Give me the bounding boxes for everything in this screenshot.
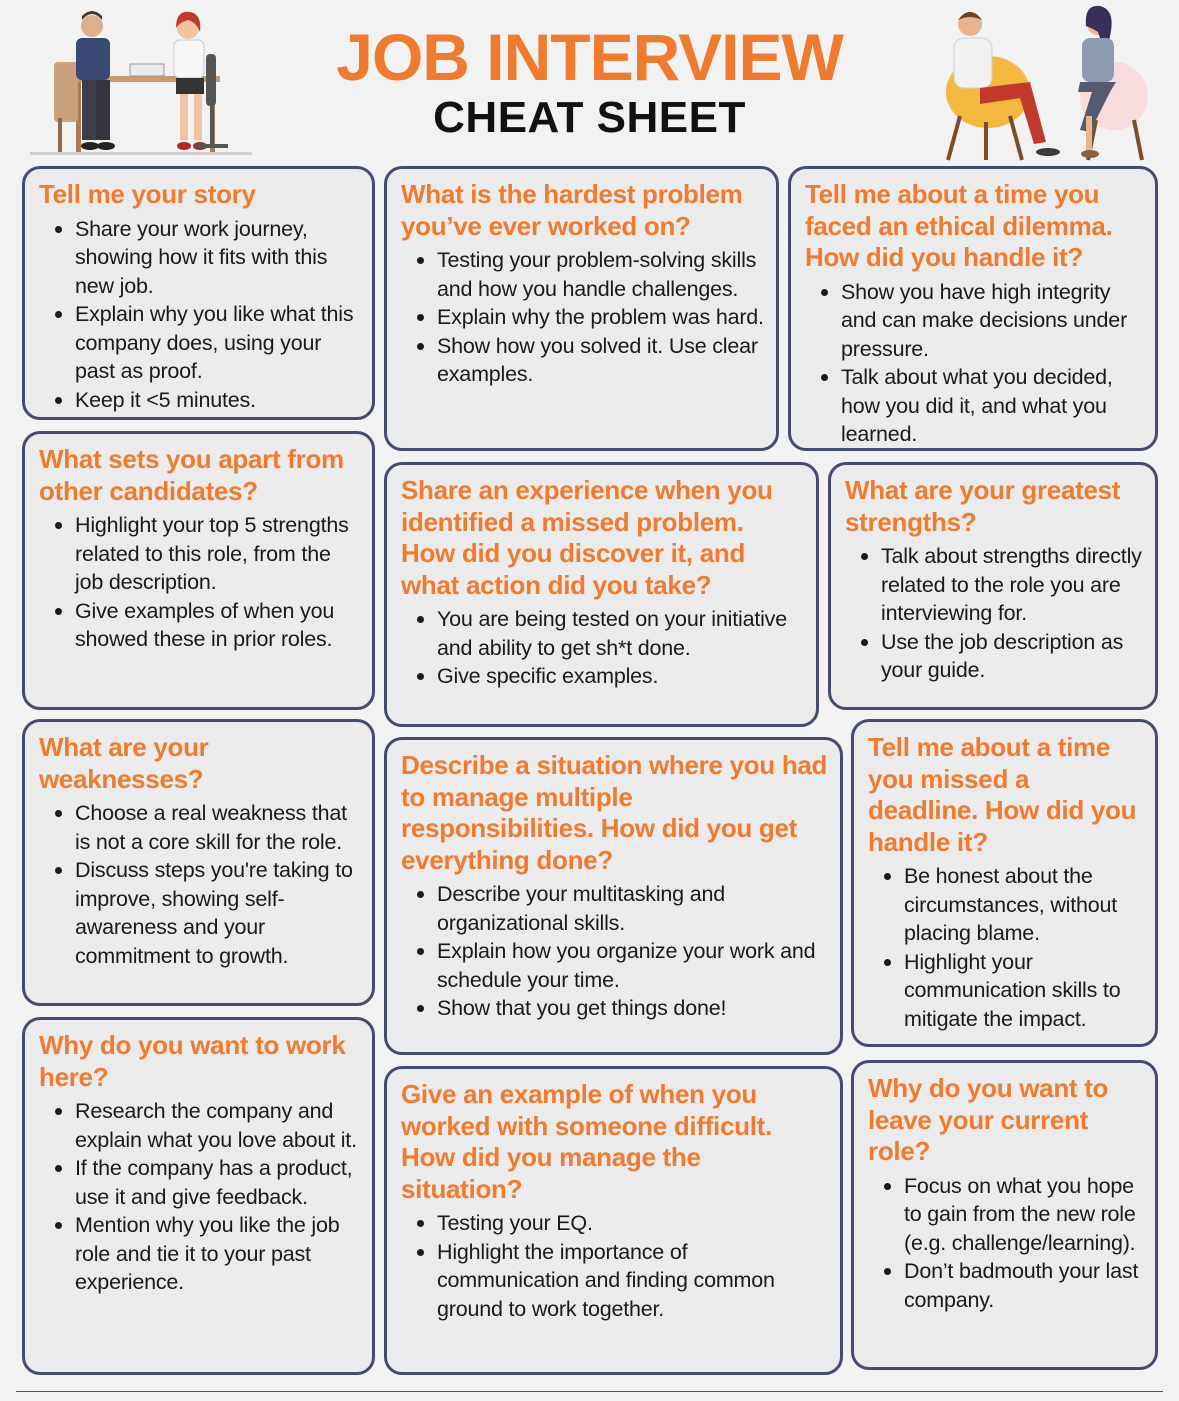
card-point: • Highlight the importance of communication and finding common ground to work together. bbox=[437, 1238, 828, 1324]
card-point: • Give specific examples. bbox=[437, 662, 804, 691]
card-question: What is the hardest problem you’ve ever worked on? bbox=[401, 179, 743, 241]
card-points bbox=[868, 1172, 1143, 1315]
card-point: • Highlight your communication skills to mitigate the impact. bbox=[904, 948, 1143, 1034]
bottom-divider bbox=[16, 1391, 1163, 1392]
card-point: • Explain why the problem was hard. bbox=[437, 303, 764, 332]
card-point: • Use the job description as your guide. bbox=[881, 628, 1143, 685]
card-leave-current-role bbox=[851, 1060, 1158, 1370]
card-question: Share an experience when you identified a missed problem. How did you discover it, and what action did you take? bbox=[401, 475, 773, 600]
card-ethical-dilemma bbox=[788, 166, 1158, 451]
card-point: • Describe your multitasking and organizational skills. bbox=[437, 880, 828, 937]
card-question: What are your greatest strengths? bbox=[845, 475, 1121, 537]
card-points bbox=[39, 511, 360, 654]
card-question: Give an example of when you worked with someone difficult. How did you manage the situation? bbox=[401, 1079, 772, 1204]
card-point: • Choose a real weakness that is not a core skill for the role. bbox=[75, 799, 360, 856]
card-point: • Talk about what you decided, how you did it, and what you learned. bbox=[841, 363, 1143, 449]
card-point: • Show how you solved it. Use clear examples. bbox=[437, 332, 764, 389]
card-points bbox=[401, 1209, 828, 1323]
card-points bbox=[39, 215, 360, 415]
card-point: • Don’t badmouth your last company. bbox=[904, 1257, 1143, 1314]
card-question: Tell me about a time you missed a deadline. How did you handle it? bbox=[868, 732, 1137, 857]
card-points bbox=[39, 1097, 360, 1297]
card-point: • If the company has a product, use it and give feedback. bbox=[75, 1154, 360, 1211]
card-why-work-here bbox=[22, 1017, 375, 1375]
card-points bbox=[401, 880, 828, 1023]
card-points bbox=[401, 246, 764, 389]
card-sets-you-apart bbox=[22, 431, 375, 710]
card-question: Tell me your story bbox=[39, 179, 256, 209]
card-points bbox=[868, 862, 1143, 1033]
card-points bbox=[401, 605, 804, 691]
card-question: Tell me about a time you faced an ethical dilemma. How did you handle it? bbox=[805, 179, 1113, 272]
card-question: What are your weaknesses? bbox=[39, 732, 209, 794]
card-hardest-problem bbox=[384, 166, 779, 451]
card-point: • Be honest about the circumstances, without placing blame. bbox=[904, 862, 1143, 948]
card-point: • Focus on what you hope to gain from the new role (e.g. challenge/learning). bbox=[904, 1172, 1143, 1258]
card-point: • Highlight your top 5 strengths related to this role, from the job description. bbox=[75, 511, 360, 597]
card-question: Describe a situation where you had to manage multiple responsibilities. How did you get everything done? bbox=[401, 750, 828, 875]
card-point: • Mention why you like the job role and tie it to your past experience. bbox=[75, 1211, 360, 1297]
card-points bbox=[39, 799, 360, 970]
card-question: Why do you want to leave your current role? bbox=[868, 1073, 1109, 1166]
card-someone-difficult bbox=[384, 1066, 843, 1375]
card-point: • Share your work journey, showing how it fits with this new job. bbox=[75, 215, 360, 301]
card-point: • You are being tested on your initiative and ability to get sh*t done. bbox=[437, 605, 804, 662]
card-question: What sets you apart from other candidates? bbox=[39, 444, 344, 506]
card-points bbox=[845, 542, 1143, 685]
card-multiple-responsibilities bbox=[384, 737, 843, 1055]
card-point: • Show you have high integrity and can make decisions under pressure. bbox=[841, 278, 1143, 364]
card-point: • Keep it <5 minutes. bbox=[75, 386, 360, 415]
card-point: • Explain how you organize your work and schedule your time. bbox=[437, 937, 828, 994]
card-point: • Show that you get things done! bbox=[437, 994, 828, 1023]
card-point: • Talk about strengths directly related to the role you are interviewing for. bbox=[881, 542, 1143, 628]
card-greatest-strengths bbox=[828, 462, 1158, 710]
card-point: • Discuss steps you're taking to improve, showing self-awareness and your commitment to growth. bbox=[75, 856, 360, 970]
card-points bbox=[805, 278, 1143, 449]
card-point: • Research the company and explain what you love about it. bbox=[75, 1097, 360, 1154]
page-subtitle: CHEAT SHEET bbox=[433, 93, 746, 142]
conversation-illustration bbox=[930, 4, 1160, 164]
card-point: • Testing your problem-solving skills and how you handle challenges. bbox=[437, 246, 764, 303]
card-missed-deadline bbox=[851, 719, 1158, 1047]
card-missed-problem bbox=[384, 462, 819, 727]
page-title: JOB INTERVIEW bbox=[336, 20, 843, 94]
card-point: • Testing your EQ. bbox=[437, 1209, 828, 1238]
card-weaknesses bbox=[22, 719, 375, 1006]
card-point: • Give examples of when you showed these in prior roles. bbox=[75, 597, 360, 654]
card-question: Why do you want to work here? bbox=[39, 1030, 346, 1092]
card-tell-me-your-story bbox=[22, 166, 375, 420]
card-point: • Explain why you like what this company does, using your past as proof. bbox=[75, 300, 360, 386]
